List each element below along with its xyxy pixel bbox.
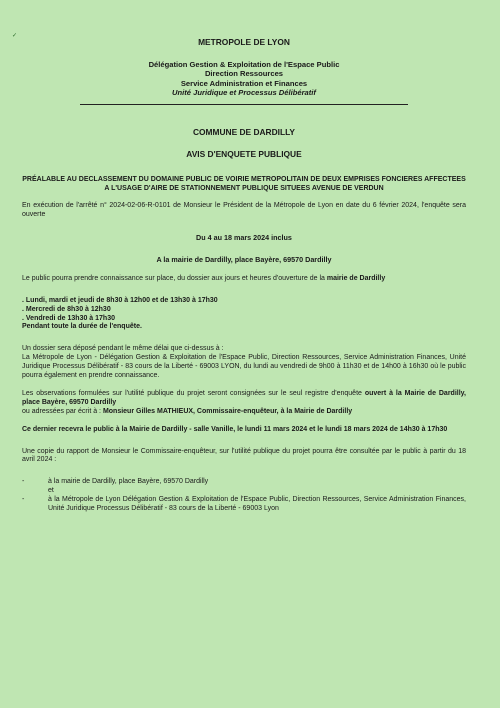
dossier-intro: Un dossier sera déposé pendant le même délai que ci-dessus à : xyxy=(22,345,224,353)
delegation-name: Délégation Gestion & Exploitation de l'Espace Public xyxy=(148,59,340,69)
report-place-2-text: à la Métropole de Lyon Délégation Gestion & Exploitation de l'Espace Public, Direction Ressources, Service Administration Finances, Unité Juridique Processus Délibératif - 83 cours de la Liberté - 69003 Lyon xyxy=(48,496,466,513)
header-divider xyxy=(80,104,408,105)
direction-name: Direction Ressources xyxy=(204,69,284,79)
commissaire-name: Monsieur Gilles MATHIEUX, Commissaire-enquêteur, à la Mairie de Dardilly xyxy=(102,407,353,415)
report-place-1 xyxy=(22,478,466,487)
reception-paragraph: Ce dernier recevra le public à la Mairie de Dardilly - salle Vanille, le lundi 11 mars 2024 et le lundi 18 mars 2024 de 14h30 à 17h30 xyxy=(22,425,448,433)
report-place-1-text: à la mairie de Dardilly, place Bayère, 69570 Dardilly xyxy=(48,478,209,486)
public-access-paragraph xyxy=(22,275,466,284)
observations-text2: ou adressées par écrit à : xyxy=(22,407,103,415)
public-access-text: Le public pourra prendre connaissance sur place, du dossier aux jours et heures d'ouverture de la xyxy=(22,274,327,282)
hours-item: . Lundi, mardi et jeudi de 8h30 à 12h00 et de 13h30 à 17h30 xyxy=(22,296,218,304)
report-place-et: et xyxy=(48,487,54,495)
observations-paragraph xyxy=(22,390,466,417)
public-access-bold: mairie de Dardilly xyxy=(326,274,386,282)
enquete-location: A la mairie de Dardilly, place Bayère, 69570 Dardilly xyxy=(156,254,332,264)
list-dash: - xyxy=(22,496,25,504)
org-name: METROPOLE DE LYON xyxy=(198,37,290,47)
hours-item: . Mercredi de 8h30 à 12h30 xyxy=(22,305,111,313)
observations-place: ouvert à la Mairie de Dardilly, place Bayère, 69570 Dardilly xyxy=(22,389,466,406)
observations-text: Les observations formulées sur l'utilité publique du projet seront consignées sur le seul registre d'enquête xyxy=(22,389,365,397)
corner-mark: ✓ xyxy=(12,33,18,39)
unite-name: Unité Juridique et Processus Délibératif xyxy=(172,88,316,98)
list-dash: - xyxy=(22,478,25,486)
report-place-2 xyxy=(22,496,466,514)
header-block xyxy=(22,38,466,98)
hours-list xyxy=(22,297,466,333)
service-name: Service Administration et Finances xyxy=(180,78,308,88)
report-paragraph: Une copie du rapport de Monsieur le Commissaire-enquêteur, sur l'utilité publique du projet pourra être consultée par le public à partir du 18 avril 2024 : xyxy=(22,447,466,464)
dossier-details: La Métropole de Lyon - Délégation Gestion & Exploitation de l'Espace Public, Direction Ressources, Service Administration Finances, Unité Juridique Processus Délibératif - 83 cours de la Liberté - 69003 LYON, du lundi au vendredi de 9h00 à 11h30 et de 14h00 à 16h30 où le public pourra également en prendre connaissance. xyxy=(22,354,466,380)
preamble: PRÉALABLE AU DECLASSEMENT DU DOMAINE PUBLIC DE VOIRIE METROPOLITAIN DE DEUX EMPRISES FONCIERES AFFECTEES A L'USAGE D'AIRE DE STATIONNEMENT PUBLIQUE SITUEES AVENUE DE VERDUN xyxy=(22,175,466,192)
hours-duration: Pendant toute la durée de l'enquête. xyxy=(22,323,142,331)
hours-item: . Vendredi de 13h30 à 17h30 xyxy=(22,314,115,322)
commune-title: COMMUNE DE DARDILLY xyxy=(192,126,296,137)
intro-paragraph: En exécution de l'arrêté n° 2024-02-06-R-0101 de Monsieur le Président de la Métropole de Lyon en date du 6 février 2024, l'enquête sera ouverte xyxy=(22,201,466,218)
avis-title: AVIS D'ENQUETE PUBLIQUE xyxy=(186,148,302,159)
enquete-dates: Du 4 au 18 mars 2024 inclus xyxy=(196,232,292,242)
